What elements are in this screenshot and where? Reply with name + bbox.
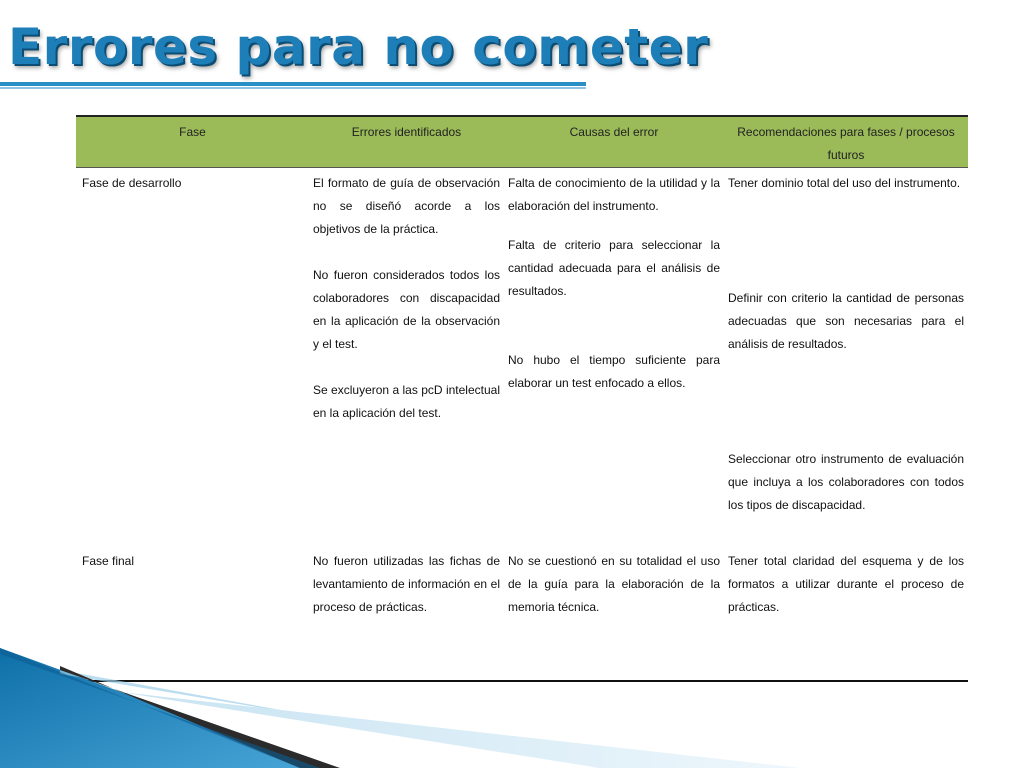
cell-fase: Fase de desarrollo (82, 176, 182, 190)
header-errores: Errores identificados (309, 116, 504, 168)
error-item: El formato de guía de observación no se diseñó acorde a los objetivos de la práctica. (313, 176, 500, 236)
recommendation-item: Tener dominio total del uso del instrumento. (728, 176, 961, 190)
cell-recomendaciones (724, 168, 968, 547)
header-fase: Fase (76, 116, 309, 168)
cell-causas: No se cuestionó en su totalidad el uso de la guía para la elaboración de la memoria técnica. (508, 554, 720, 614)
cause-item: Falta de conocimiento de la utilidad y la elaboración del instrumento. (508, 176, 720, 213)
header-causas: Causas del error (504, 116, 724, 168)
error-item: No fueron considerados todos los colaboradores con discapacidad en la aplicación de la observación y el test. (313, 268, 500, 351)
table-header-row (76, 116, 968, 168)
error-item: Se excluyeron a las pcD intelectual en la aplicación del test. (313, 383, 500, 420)
recommendation-item: Definir con criterio la cantidad de personas adecuadas que son necesarias para el análisis de resultados. (728, 291, 964, 351)
header-recomendaciones: Recomendaciones para fases / procesos futuros (724, 116, 968, 168)
slide-title: Errores para no cometer (8, 18, 709, 76)
cell-errores (309, 168, 504, 547)
title-underline (0, 82, 586, 92)
corner-swoosh-decoration (0, 640, 1024, 768)
cell-causas (504, 168, 724, 547)
cause-item: No hubo el tiempo suficiente para elaborar un test enfocado a ellos. (508, 353, 720, 390)
cell-fase: Fase final (82, 554, 135, 568)
cause-item: Falta de criterio para seleccionar la cantidad adecuada para el análisis de resultados. (508, 238, 720, 298)
recommendation-item: Seleccionar otro instrumento de evaluación que incluya a los colaboradores con todos los tipos de discapacidad. (728, 452, 964, 512)
cell-errores: No fueron utilizadas las fichas de levantamiento de información en el proceso de prácticas. (313, 554, 500, 614)
errors-table (76, 115, 968, 625)
table-row (76, 546, 968, 625)
cell-recomendaciones: Tener total claridad del esquema y de los formatos a utilizar durante el proceso de prácticas. (728, 554, 964, 614)
table-row (76, 168, 968, 547)
